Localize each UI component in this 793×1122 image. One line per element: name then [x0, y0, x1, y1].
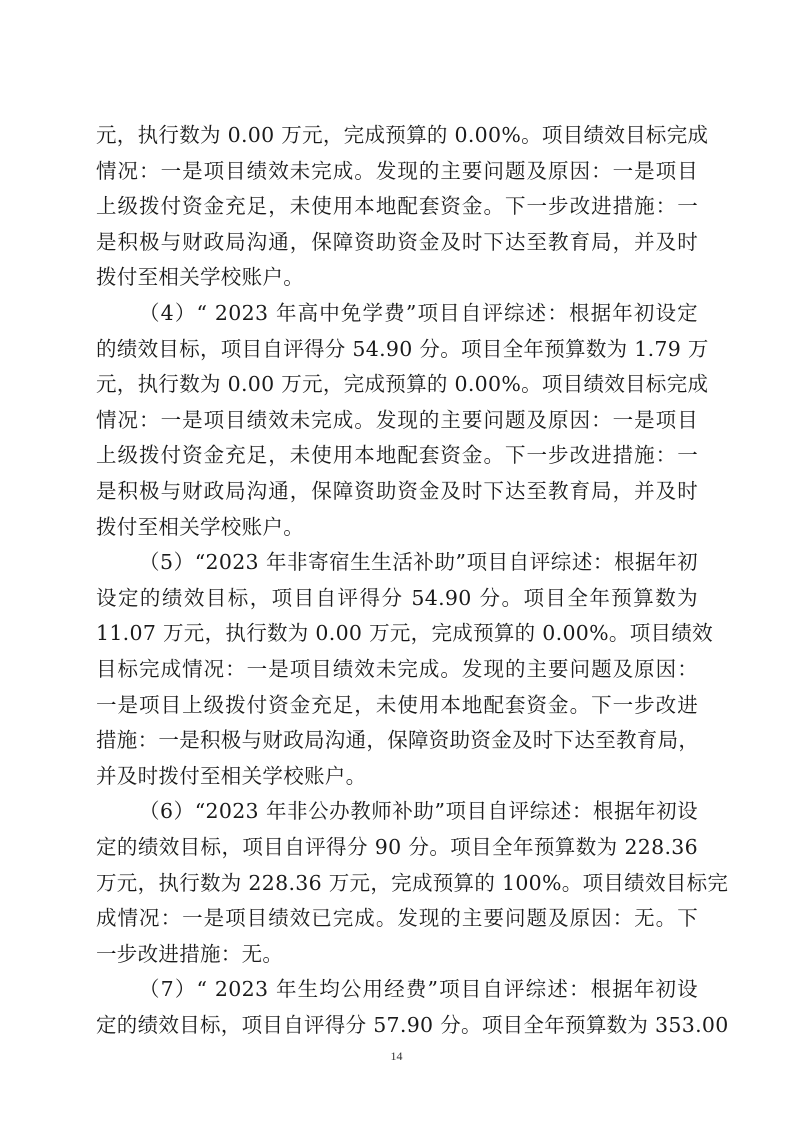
- paragraph-start-line: （5）“2023 年非寄宿生生活补助”项目自评综述：根据年初: [139, 550, 698, 575]
- text-line: 情况：一是项目绩效未完成。发现的主要问题及原因：一是项目: [96, 158, 698, 183]
- text-line: 成情况：一是项目绩效已完成。发现的主要问题及原因：无。下: [96, 906, 698, 931]
- text-line: 一步改进措施：无。: [96, 941, 284, 966]
- text-line: 元，执行数为 0.00 万元，完成预算的 0.00%。项目绩效目标完成: [96, 372, 709, 397]
- text-line: 元，执行数为 0.00 万元，完成预算的 0.00%。项目绩效目标完成: [96, 123, 709, 147]
- paragraph-start-line: （4）“ 2023 年高中免学费”项目自评综述：根据年初设定: [139, 301, 698, 325]
- text-line: 设定的绩效目标，项目自评得分 54.90 分。项目全年预算数为: [96, 585, 698, 610]
- text-line: 是积极与财政局沟通，保障资助资金及时下达至教育局，并及时: [96, 479, 698, 503]
- text-line: 一是项目上级拨付资金充足，未使用本地配套资金。下一步改进: [96, 692, 698, 717]
- text-line: 拨付至相关学校账户。: [96, 265, 304, 290]
- text-line: 并及时拨付至相关学校账户。: [96, 763, 367, 788]
- text-line: 11.07 万元，执行数为 0.00 万元，完成预算的 0.00%。项目绩效: [96, 621, 713, 646]
- text-line: 情况：一是项目绩效未完成。发现的主要问题及原因：一是项目: [96, 407, 698, 432]
- text-line: 定的绩效目标，项目自评得分 90 分。项目全年预算数为 228.36: [96, 835, 698, 859]
- paragraph-start-line: （6）“2023 年非公办教师补助”项目自评综述：根据年初设: [139, 799, 698, 824]
- text-line: 是积极与财政局沟通，保障资助资金及时下达至教育局，并及时: [96, 229, 698, 254]
- text-line: 上级拨付资金充足，未使用本地配套资金。下一步改进措施：一: [96, 194, 698, 219]
- page-number: 14: [390, 1048, 403, 1063]
- text-line: 措施：一是积极与财政局沟通，保障资助资金及时下达至教育局，: [96, 728, 700, 753]
- text-line: 万元，执行数为 228.36 万元，完成预算的 100%。项目绩效目标完: [96, 870, 729, 895]
- text-line: 目标完成情况：一是项目绩效未完成。发现的主要问题及原因：: [96, 657, 698, 681]
- text-line: 拨付至相关学校账户。: [96, 514, 304, 539]
- text-line: 的绩效目标，项目自评得分 54.90 分。项目全年预算数为 1.79 万: [96, 336, 709, 361]
- text-line: 上级拨付资金充足，未使用本地配套资金。下一步改进措施：一: [96, 443, 698, 468]
- paragraph-start-line: （7）“ 2023 年生均公用经费”项目自评综述：根据年初设: [139, 977, 698, 1002]
- text-line: 定的绩效目标，项目自评得分 57.90 分。项目全年预算数为 353.00: [96, 1013, 729, 1037]
